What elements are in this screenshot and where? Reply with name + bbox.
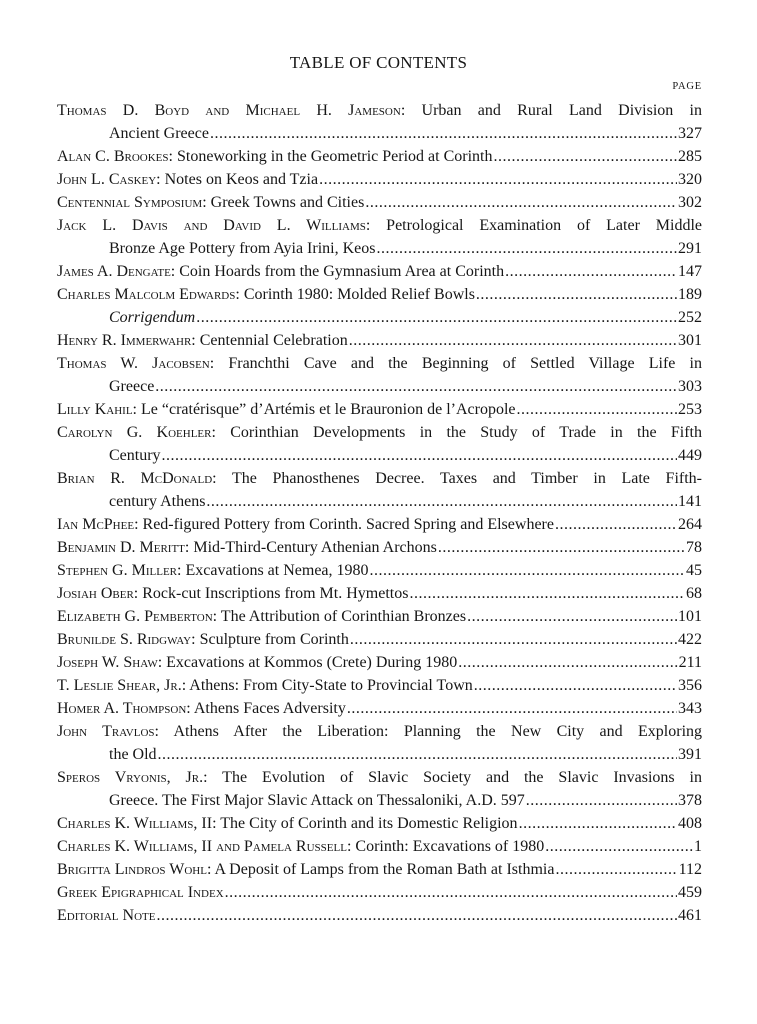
toc-page-number: 461 — [678, 907, 702, 924]
toc-entry — [57, 191, 702, 214]
dot-leader — [474, 674, 677, 697]
toc-author: James A. Dengate — [57, 263, 171, 280]
toc-title: The Evolution of Slavic Society and the Slavic Invasions in — [222, 769, 702, 786]
toc-entry — [57, 352, 702, 398]
toc-separator: : — [346, 838, 356, 855]
toc-page-number: 264 — [678, 516, 702, 533]
toc-separator: : — [212, 608, 221, 625]
toc-entry — [57, 835, 702, 858]
toc-separator: : — [177, 562, 186, 579]
toc-author: Carolyn G. Koehler — [57, 424, 212, 441]
toc-title: Sculpture from Corinth — [199, 631, 349, 648]
toc-title: Coin Hoards from the Gymnasium Area at Corinth — [179, 263, 505, 280]
dot-leader — [519, 812, 677, 835]
dot-leader — [545, 835, 693, 858]
toc-page-number: 408 — [678, 815, 702, 832]
toc-separator: : — [203, 769, 223, 786]
toc-author: Stephen G. Miller — [57, 562, 178, 579]
toc-title-continued: Ancient Greece — [109, 125, 209, 142]
toc-page-number: 391 — [678, 746, 702, 763]
toc-page-number: 78 — [686, 539, 702, 556]
toc-page-number: 189 — [678, 286, 702, 303]
toc-entry — [57, 582, 702, 605]
toc-title-continued: century Athens — [109, 493, 206, 510]
toc-author: Benjamin D. Meritt — [57, 539, 185, 556]
toc-title: Le “cratérisque” d’Artémis et le Brauronion de l’Acropole — [141, 401, 516, 418]
toc-separator: : — [206, 861, 215, 878]
toc-title: Rock-cut Inscriptions from Mt. Hymettos — [142, 585, 409, 602]
toc-separator: : — [202, 194, 211, 211]
toc-separator: : — [181, 677, 190, 694]
dot-leader — [349, 329, 677, 352]
dot-leader — [156, 904, 677, 927]
toc-author: Alan C. Brookes — [57, 148, 169, 165]
toc-page-number: 252 — [678, 309, 702, 326]
toc-separator: : — [133, 585, 143, 602]
toc-author: T. Leslie Shear, Jr. — [57, 677, 182, 694]
toc-page-number: 1 — [694, 838, 702, 855]
toc-separator: : — [170, 263, 180, 280]
toc-page-number: 291 — [678, 240, 702, 257]
toc-separator: : — [191, 631, 200, 648]
toc-title: Centennial Celebration — [199, 332, 348, 349]
dot-leader — [155, 375, 677, 398]
toc-page-number: 356 — [678, 677, 702, 694]
dot-leader — [517, 398, 677, 421]
toc-entry — [57, 283, 702, 306]
toc-separator: : — [365, 217, 387, 234]
toc-separator: : — [134, 516, 143, 533]
toc-entry — [57, 766, 702, 812]
toc-entry-line1 — [57, 720, 702, 743]
toc-title: Corinthian Developments in the Study of Trade in the Fifth — [230, 424, 702, 441]
toc-entry — [57, 536, 702, 559]
dot-leader — [225, 881, 677, 904]
toc-author: Joseph W. Shaw — [57, 654, 158, 671]
toc-title-continued: Greece — [109, 378, 155, 395]
toc-author: Homer A. Thompson — [57, 700, 187, 717]
page-column-label: PAGE — [672, 81, 702, 92]
toc-separator: : — [132, 401, 141, 418]
toc-title: The Phanosthenes Decree. Taxes and Timber in Late Fifth- — [232, 470, 703, 487]
toc-author: Lilly Kahil — [57, 401, 133, 418]
dot-leader — [210, 122, 677, 145]
dot-leader — [162, 444, 677, 467]
toc-separator: : — [191, 332, 200, 349]
toc-entry — [57, 697, 702, 720]
toc-title: Corinth: Excavations of 1980 — [355, 838, 545, 855]
toc-entry — [57, 329, 702, 352]
toc-entry — [57, 559, 702, 582]
toc-separator: : — [400, 102, 422, 119]
toc-author: Brigitta Lindros Wohl — [57, 861, 207, 878]
toc-title-continued: Greece. The First Major Slavic Attack on Thessaloniki, A.D. 597 — [109, 792, 525, 809]
toc-title: Corrigendum — [109, 309, 196, 326]
toc-author: Henry R. Immerwahr — [57, 332, 192, 349]
toc-title: Franchthi Cave and the Beginning of Settled Village Life in — [228, 355, 702, 372]
dot-leader — [347, 697, 677, 720]
toc-entry — [57, 306, 702, 329]
toc-author: John Travlos — [57, 723, 155, 740]
toc-author: Greek Epigraphical Index — [57, 884, 224, 901]
toc-title: Excavations at Kommos (Crete) During 1980 — [166, 654, 458, 671]
toc-entry — [57, 467, 702, 513]
toc-entry — [57, 398, 702, 421]
toc-page-number: 285 — [678, 148, 702, 165]
toc-page-number: 378 — [678, 792, 702, 809]
toc-page-number: 303 — [678, 378, 702, 395]
toc-author: John L. Caskey — [57, 171, 157, 188]
toc-separator: : — [156, 171, 165, 188]
toc-separator: : — [154, 723, 174, 740]
toc-entry — [57, 513, 702, 536]
toc-entry — [57, 858, 702, 881]
toc-entry — [57, 605, 702, 628]
toc-entry — [57, 628, 702, 651]
toc-entry — [57, 145, 702, 168]
toc-page-number: 253 — [678, 401, 702, 418]
toc-entry — [57, 881, 702, 904]
toc-page-number: 101 — [678, 608, 702, 625]
toc-page-number: 327 — [678, 125, 702, 142]
toc-page-number: 211 — [678, 654, 702, 671]
toc-author: Centennial Symposium — [57, 194, 203, 211]
toc-entry-line2 — [57, 444, 702, 467]
toc-separator: : — [184, 539, 194, 556]
toc-title: Athens After the Liberation: Planning the New City and Exploring — [173, 723, 703, 740]
toc-page-number: 301 — [678, 332, 702, 349]
toc-title: Athens: From City-State to Provincial Town — [189, 677, 473, 694]
toc-title: Notes on Keos and Tzia — [164, 171, 319, 188]
toc-title: Petrological Examination of Later Middle — [386, 217, 702, 234]
toc-author: Elizabeth G. Pemberton — [57, 608, 213, 625]
dot-leader — [505, 260, 677, 283]
dot-leader — [370, 559, 685, 582]
page-title: TABLE OF CONTENTS — [289, 53, 468, 72]
toc-entry — [57, 99, 702, 145]
dot-leader — [555, 858, 677, 881]
toc-author: Brunilde S. Ridgway — [57, 631, 192, 648]
toc-author: Editorial Note — [57, 907, 156, 924]
toc-author: Brian R. McDonald — [57, 470, 213, 487]
toc-author: Charles K. Williams, II and Pamela Russell — [57, 838, 347, 855]
toc-entry — [57, 812, 702, 835]
toc-entry — [57, 674, 702, 697]
dot-leader — [438, 536, 685, 559]
toc-author: Charles Malcolm Edwards — [57, 286, 236, 303]
toc-entry-line2 — [57, 237, 702, 260]
dot-leader — [458, 651, 677, 674]
toc-page-number: 449 — [678, 447, 702, 464]
toc-title: The City of Corinth and its Domestic Religion — [220, 815, 518, 832]
dot-leader — [467, 605, 677, 628]
table-of-contents — [57, 99, 702, 927]
toc-separator: : — [212, 470, 232, 487]
toc-page-number: 422 — [678, 631, 702, 648]
toc-entry-line1 — [57, 766, 702, 789]
toc-separator: : — [211, 424, 231, 441]
toc-entry-line2 — [57, 789, 702, 812]
dot-leader — [196, 306, 677, 329]
toc-author: Thomas W. Jacobsen — [57, 355, 210, 372]
toc-author: Charles K. Williams, II — [57, 815, 213, 832]
toc-entry-line1 — [57, 421, 702, 444]
toc-entry-line2 — [57, 490, 702, 513]
dot-leader — [365, 191, 677, 214]
toc-entry-line1 — [57, 99, 702, 122]
toc-page-number: 147 — [678, 263, 702, 280]
toc-title: Stoneworking in the Geometric Period at Corinth — [176, 148, 493, 165]
toc-separator: : — [186, 700, 194, 717]
toc-title: Greek Towns and Cities — [210, 194, 365, 211]
toc-page-number: 320 — [678, 171, 702, 188]
toc-author: Speros Vryonis, Jr. — [57, 769, 204, 786]
toc-title-continued: Century — [109, 447, 161, 464]
toc-title-continued: the Old — [109, 746, 157, 763]
dot-leader — [409, 582, 685, 605]
toc-separator: : — [209, 355, 229, 372]
toc-title: The Attribution of Corinthian Bronzes — [220, 608, 467, 625]
dot-leader — [350, 628, 677, 651]
toc-entry — [57, 651, 702, 674]
dot-leader — [526, 789, 677, 812]
dot-leader — [319, 168, 677, 191]
toc-title: Urban and Rural Land Division in — [421, 102, 702, 119]
toc-entry — [57, 904, 702, 927]
toc-entry-line1 — [57, 467, 702, 490]
toc-separator: : — [212, 815, 221, 832]
toc-title: A Deposit of Lamps from the Roman Bath at Isthmia — [214, 861, 555, 878]
toc-title: Excavations at Nemea, 1980 — [185, 562, 369, 579]
toc-separator: : — [235, 286, 244, 303]
toc-entry — [57, 260, 702, 283]
toc-page-number: 459 — [678, 884, 702, 901]
toc-author: Ian McPhee — [57, 516, 135, 533]
toc-page-number: 68 — [686, 585, 702, 602]
toc-title: Corinth 1980: Molded Relief Bowls — [243, 286, 475, 303]
toc-entry-line2 — [57, 743, 702, 766]
dot-leader — [158, 743, 677, 766]
toc-entry-line1 — [57, 214, 702, 237]
toc-page-number: 45 — [686, 562, 702, 579]
toc-title: Mid-Third-Century Athenian Archons — [193, 539, 437, 556]
toc-author: Thomas D. Boyd and Michael H. Jameson — [57, 102, 401, 119]
dot-leader — [476, 283, 677, 306]
toc-page-number: 112 — [678, 861, 702, 878]
dot-leader — [376, 237, 677, 260]
toc-title-continued: Bronze Age Pottery from Ayia Irini, Keos — [109, 240, 376, 257]
toc-entry-line2 — [57, 122, 702, 145]
toc-author: Jack L. Davis and David L. Williams — [57, 217, 366, 234]
dot-leader — [555, 513, 677, 536]
toc-separator: : — [157, 654, 167, 671]
toc-separator: : — [168, 148, 177, 165]
toc-entry-line1 — [57, 352, 702, 375]
toc-entry — [57, 214, 702, 260]
dot-leader — [493, 145, 677, 168]
dot-leader — [206, 490, 677, 513]
toc-entry-line2 — [57, 375, 702, 398]
toc-author: Josiah Ober — [57, 585, 134, 602]
toc-title: Red-figured Pottery from Corinth. Sacred Spring and Elsewhere — [142, 516, 554, 533]
toc-entry — [57, 421, 702, 467]
toc-entry — [57, 168, 702, 191]
toc-page-number: 343 — [678, 700, 702, 717]
toc-page-number: 302 — [678, 194, 702, 211]
toc-entry — [57, 720, 702, 766]
toc-page-number: 141 — [678, 493, 702, 510]
toc-title: Athens Faces Adversity — [193, 700, 346, 717]
